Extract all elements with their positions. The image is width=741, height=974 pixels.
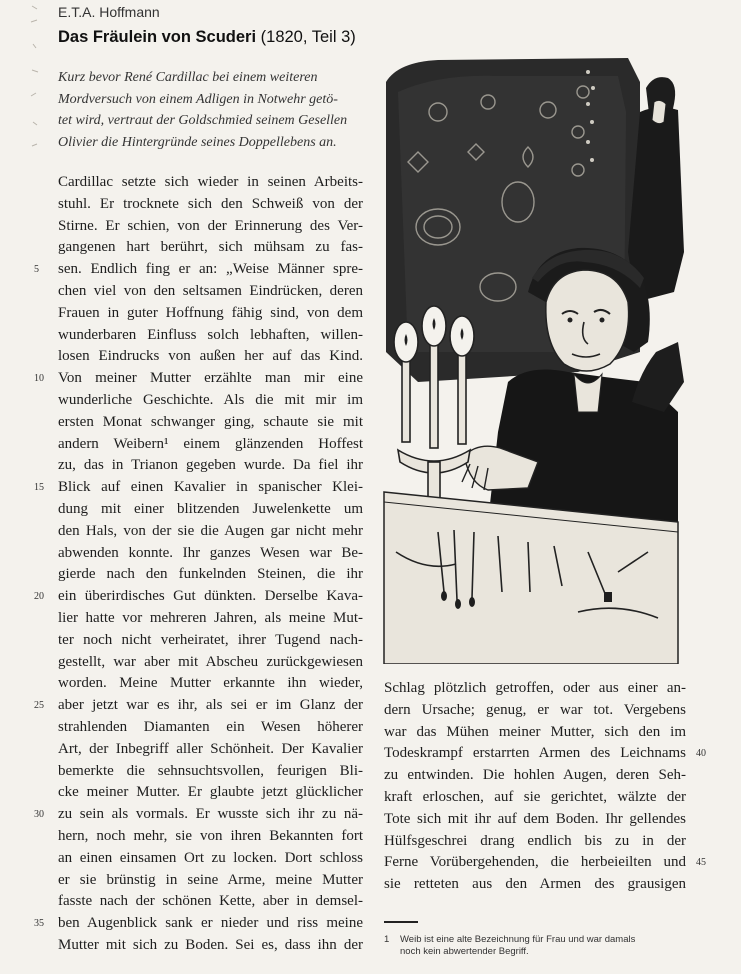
text-line — [384, 700, 686, 722]
line-text: Cardillac setzte sich wieder in seinen Arbeits- — [58, 174, 363, 190]
line-text: kraft erloschen, auf sie gerichtet, wälzte der — [384, 788, 686, 805]
text-line — [58, 826, 363, 848]
text-line — [34, 913, 363, 935]
line-text: worden. Meine Mutter erkannte ihn wieder, — [58, 675, 363, 692]
text-line — [58, 390, 363, 412]
line-text: Todeskrampf erstarrten Armen des Leichnams — [384, 745, 686, 762]
footnote — [384, 934, 704, 958]
text-line — [58, 303, 363, 325]
line-text: abwenden konnte. Ihr ganzes Wesen war Be- — [58, 544, 363, 561]
text-line — [58, 673, 363, 695]
line-text: stuhl. Er trocknete sich den Schweiß von der — [58, 195, 363, 212]
line-text: cke meiner Mutter. Er glaubte jetzt glücklicher — [58, 784, 363, 801]
footnote-text — [400, 934, 704, 958]
line-text: andern Weibern¹ einem glänzenden Hoffest — [58, 435, 363, 452]
line-text: an einen einsamen Ort zu locken. Dort schloss — [58, 849, 363, 866]
intro-paragraph — [58, 67, 358, 153]
line-text: Mutter mit sich zu Boden. Sei es, dass ihn der — [58, 936, 363, 953]
line-text: zu, das in Trianon gegeben wurde. Da fiel ihr — [58, 457, 363, 474]
line-text: gierde nach den funkelnden Steinen, die ihr — [58, 566, 363, 583]
illustration-cardillac — [378, 52, 700, 664]
line-text: zu entwinden. Die hohlen Augen, deren Seh- — [384, 767, 686, 784]
text-line — [58, 499, 363, 521]
line-number: 35 — [34, 918, 44, 930]
line-text: ter noch nicht verheiratet, ihrer Tugend nach- — [58, 631, 363, 648]
footnote-line: Weib ist eine alte Bezeichnung für Frau und war damals — [400, 934, 636, 945]
text-column-right — [384, 678, 706, 896]
text-line — [58, 848, 363, 870]
text-line — [384, 743, 706, 765]
text-line — [58, 782, 363, 804]
text-line — [58, 608, 363, 630]
line-text: Frauen in guter Hoffnung fähig sind, von dem — [58, 304, 363, 321]
text-line — [58, 172, 363, 194]
intro-line: Olivier die Hintergründe seines Doppellebens an. — [58, 134, 337, 150]
line-text: aber jetzt war es ihr, als sei er im Glanz der — [58, 697, 363, 714]
line-text: gestellt, war aber mit Abscheu zurückgewiesen — [58, 653, 363, 670]
line-text: hern, noch mehr, sie von ihren Bekannten fort — [58, 827, 363, 844]
line-text: ein überirdisches Gut dünkten. Derselbe Kava- — [58, 588, 363, 605]
line-text: sie retteten aus den Armen des grausigen — [384, 876, 686, 893]
text-line — [58, 237, 363, 259]
line-number: 45 — [696, 857, 706, 869]
text-line — [384, 852, 706, 874]
line-text: zu sein als vormals. Er wusste sich ihr zu nä- — [58, 806, 363, 823]
line-text: chen viel von den seltsamen Eindrücken, deren — [58, 282, 363, 299]
line-number: 15 — [34, 482, 44, 494]
line-text: Blick auf einen Kavalier in spanischer Klei- — [58, 479, 363, 496]
line-text: sen. Endlich fing er an: „Weise Männer spre- — [58, 261, 363, 278]
line-number: 20 — [34, 591, 44, 603]
footnote-divider — [384, 921, 418, 923]
text-line — [58, 281, 363, 303]
text-line — [58, 761, 363, 783]
line-text: strahlenden Diamanten ein Wesen höherer — [58, 718, 363, 735]
footnote-number: 1 — [384, 934, 390, 945]
line-text: dung mit einer blitzenden Juwelenkette um — [58, 500, 363, 517]
line-text: Von meiner Mutter erzählte man mir eine — [58, 370, 363, 387]
work-title-subtitle: (1820, Teil 3) — [260, 28, 356, 46]
text-line — [384, 809, 686, 831]
text-line — [58, 346, 363, 368]
text-line — [384, 722, 686, 744]
text-line — [58, 891, 363, 913]
line-number: 10 — [34, 373, 44, 385]
line-text: Hülfsgeschrei drang endlich bis zu in der — [384, 832, 686, 849]
intro-line: tet wird, vertraut der Goldschmied seinem Gesellen — [58, 113, 348, 128]
line-number: 40 — [696, 748, 706, 760]
text-line — [384, 831, 686, 853]
line-number: 30 — [34, 809, 44, 821]
text-line — [34, 477, 363, 499]
line-text: Art, der Inbegriff aller Schönheit. Der Kavalier — [58, 740, 363, 757]
text-line — [34, 695, 363, 717]
text-line — [58, 194, 363, 216]
line-number: 5 — [34, 264, 39, 276]
text-line — [58, 325, 363, 347]
line-text: den Hals, von der sie die Augen gar nicht mehr — [58, 522, 363, 539]
line-text: gangenen hart berührt, sich mühsam zu fas- — [58, 239, 363, 256]
line-text: wunderliche Geschichte. Als die mit mir im — [58, 391, 363, 408]
text-line — [58, 935, 363, 957]
intro-line: Kurz bevor René Cardillac bei einem weiteren — [58, 70, 318, 85]
text-column-left — [34, 172, 363, 957]
text-line — [58, 412, 363, 434]
line-text: war das Mühen meiner Mutter, sich den im — [384, 723, 686, 740]
text-line — [384, 678, 686, 700]
margin-marks — [28, 0, 42, 160]
line-text: wunderbaren Einfluss solch lebhaften, willen- — [58, 326, 363, 343]
author-name: E.T.A. Hoffmann — [58, 4, 160, 20]
text-line — [384, 787, 686, 809]
line-text: fasste nach der schönen Kette, aber in demsel- — [58, 893, 363, 910]
line-text: ersten Monat schwanger ging, schaute sie mit — [58, 413, 363, 430]
text-line — [58, 870, 363, 892]
work-title — [58, 28, 356, 47]
line-text: Ferne Vorübergehenden, die herbeieilten und — [384, 854, 686, 871]
line-text: ben Augenblick sank er nieder und riss meine — [58, 915, 363, 932]
text-line — [58, 434, 363, 456]
line-text: bemerkte die sehnsuchtsvollen, feurigen Bli- — [58, 762, 363, 779]
line-text: dern Ursache; genug, er war tot. Vergebens — [384, 701, 686, 718]
line-text: er sie brünstig in seine Arme, meine Mutter — [58, 871, 363, 888]
text-line — [58, 543, 363, 565]
text-line — [34, 586, 363, 608]
text-line — [58, 630, 363, 652]
line-text: Stirne. Er schien, von der Erinnerung des Ver- — [58, 217, 363, 234]
text-line — [34, 368, 363, 390]
text-line — [58, 717, 363, 739]
text-line — [58, 521, 363, 543]
work-title-main: Das Fräulein von Scuderi — [58, 28, 257, 46]
intro-line: Mordversuch von einem Adligen in Notwehr getö- — [58, 91, 338, 107]
footnote-line: noch kein abwertender Begriff. — [400, 946, 529, 957]
text-line — [58, 652, 363, 674]
line-text: lier hatte vor mehreren Jahren, als meine Mut- — [58, 609, 363, 626]
text-line — [58, 216, 363, 238]
text-line — [58, 455, 363, 477]
line-text: losen Eindrucks von außen her auf das Kind. — [58, 348, 363, 365]
text-line — [34, 259, 363, 281]
line-number: 25 — [34, 700, 44, 712]
line-text: Tote sich mit ihr auf dem Boden. Ihr gellendes — [384, 810, 686, 827]
text-line — [58, 739, 363, 761]
line-text: Schlag plötzlich getroffen, oder aus einer an- — [384, 680, 686, 696]
text-line — [58, 564, 363, 586]
text-line — [384, 874, 686, 896]
text-line — [384, 765, 686, 787]
text-line — [34, 804, 363, 826]
